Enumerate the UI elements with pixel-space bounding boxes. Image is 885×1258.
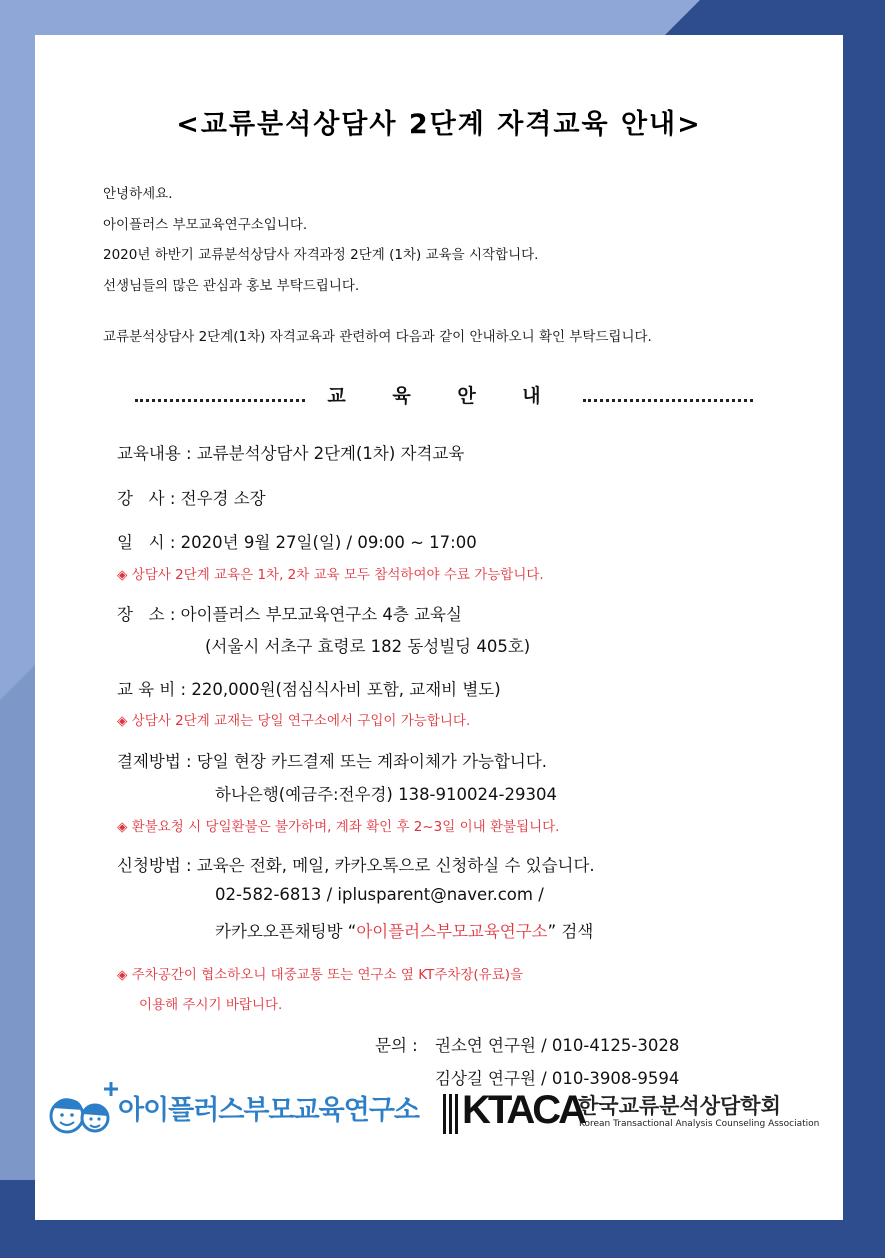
intro-line: 안녕하세요.: [103, 186, 173, 202]
detail-place: 장 소 : 아이플러스 부모교육연구소 4층 교육실: [117, 605, 462, 624]
association-name-korean: 한국교류분석상담학회: [578, 1094, 781, 1118]
inquiry-contact-2: 김상길 연구원 / 010-3908-9594: [435, 1069, 680, 1088]
detail-place-address: (서울시 서초구 효령로 182 동성빌딩 405호): [205, 637, 531, 656]
inquiry-contact-1: 권소연 연구원 / 010-4125-3028: [435, 1036, 680, 1055]
section-title: 교 육 안 내: [327, 384, 561, 407]
detail-fee: 교 육 비 : 220,000원(점심식사비 포함, 교재비 별도): [117, 680, 501, 699]
document-title: <교류분석상담사 2단계 자격교육 안내>: [176, 109, 702, 140]
kakao-channel-name: 아이플러스부모교육연구소: [356, 922, 548, 941]
warning-textbook: ◈ 상담사 2단계 교재는 당일 연구소에서 구입이 가능합니다.: [117, 713, 471, 729]
warning-parking-2: 이용해 주시기 바랍니다.: [139, 997, 283, 1013]
document-paper: [35, 35, 843, 1220]
notice-line: 교류분석상담사 2단계(1차) 자격교육과 관련하여 다음과 같이 안내하오니 확인 부탁드립니다.: [103, 329, 652, 345]
intro-paragraph: [103, 179, 538, 301]
detail-apply-contacts: 02-582-6813 / iplusparent@naver.com /: [215, 885, 544, 904]
ktaca-bars-icon: [443, 1092, 461, 1136]
warning-attendance: ◈ 상담사 2단계 교육은 1차, 2차 교육 모두 참석하여야 수료 가능합니다.: [117, 567, 544, 583]
association-name-english: Korean Transactional Analysis Counseling Association: [579, 1119, 820, 1129]
warning-refund: ◈ 환불요청 시 당일환불은 불가하며, 계좌 확인 후 2~3일 이내 환불됩니다.: [117, 819, 560, 835]
detail-payment: 결제방법 : 당일 현장 카드결제 또는 계좌이체가 가능합니다.: [117, 752, 548, 771]
dotted-divider-left: [135, 387, 305, 402]
intro-line: 아이플러스 부모교육연구소입니다.: [103, 216, 308, 233]
ktaca-logo-mark: KTACA: [462, 1088, 585, 1132]
intro-line: 선생님들의 많은 관심과 홍보 부탁드립니다.: [103, 277, 360, 294]
detail-apply: 신청방법 : 교육은 전화, 메일, 카카오톡으로 신청하실 수 있습니다.: [117, 856, 595, 875]
detail-payment-account: 하나은행(예금주:전우경) 138-910024-29304: [215, 785, 557, 804]
kakao-prefix: 카카오오픈채팅방 “: [215, 922, 357, 941]
inquiry-label: 문의 :: [375, 1036, 418, 1055]
detail-apply-kakao: [215, 918, 593, 942]
detail-content: 교육내용 : 교류분석상담사 2단계(1차) 자격교육: [117, 444, 465, 463]
detail-lecturer: 강 사 : 전우경 소장: [117, 489, 266, 508]
dotted-divider-right: [583, 387, 753, 402]
children-faces-plus-icon: [45, 1078, 125, 1138]
intro-line: 2020년 하반기 교류분석상담사 자격과정 2단계 (1차) 교육을 시작합니다.: [103, 247, 539, 263]
institute-logo-text: 아이플러스부모교육연구소: [118, 1095, 419, 1126]
section-header: [135, 380, 753, 408]
detail-datetime: 일 시 : 2020년 9월 27일(일) / 09:00 ~ 17:00: [117, 533, 477, 552]
kakao-suffix: ” 검색: [547, 922, 594, 941]
warning-parking: ◈ 주차공간이 협소하오니 대중교통 또는 연구소 옆 KT주차장(유료)을: [117, 967, 524, 983]
